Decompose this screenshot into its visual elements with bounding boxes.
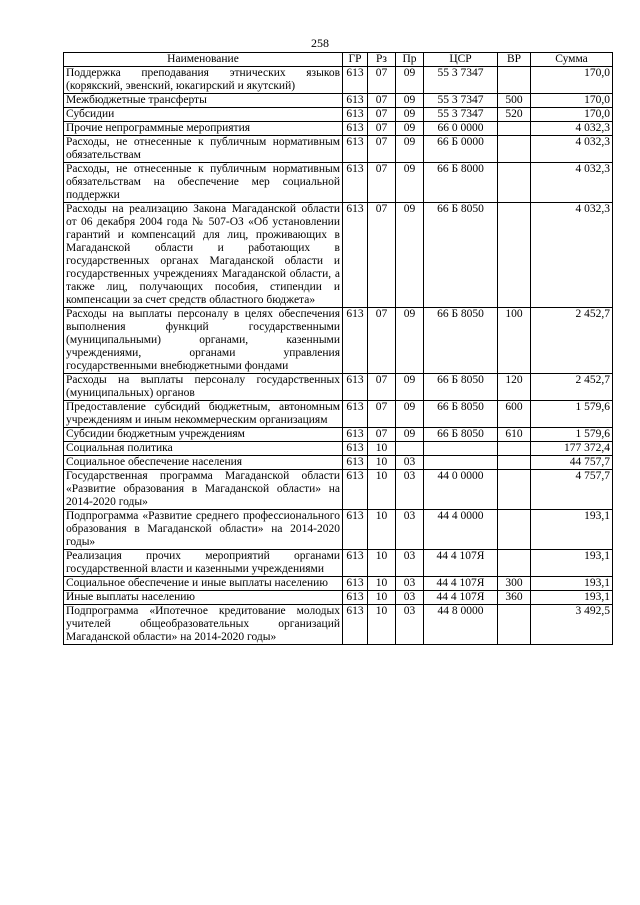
cell-vr bbox=[498, 136, 531, 163]
cell-name: Субсидии bbox=[64, 108, 343, 122]
cell-gr: 613 bbox=[343, 308, 368, 374]
cell-name: Субсидии бюджетным учреждениям bbox=[64, 428, 343, 442]
cell-gr: 613 bbox=[343, 456, 368, 470]
cell-pr: 09 bbox=[396, 428, 424, 442]
cell-gr: 613 bbox=[343, 136, 368, 163]
table-row bbox=[64, 442, 613, 456]
cell-csr: 66 Б 8050 bbox=[424, 374, 498, 401]
cell-vr: 120 bbox=[498, 374, 531, 401]
cell-vr bbox=[498, 442, 531, 456]
cell-rz: 07 bbox=[368, 108, 396, 122]
cell-sum: 2 452,7 bbox=[531, 374, 613, 401]
cell-rz: 07 bbox=[368, 136, 396, 163]
cell-sum: 44 757,7 bbox=[531, 456, 613, 470]
cell-sum: 170,0 bbox=[531, 108, 613, 122]
cell-pr: 09 bbox=[396, 136, 424, 163]
cell-sum: 170,0 bbox=[531, 94, 613, 108]
cell-name: Иные выплаты населению bbox=[64, 591, 343, 605]
cell-csr: 44 0 0000 bbox=[424, 470, 498, 510]
table-row bbox=[64, 456, 613, 470]
cell-name: Расходы на выплаты персоналу в целях обеспечения выполнения функций государственными (муниципальными) органами, казенными учреждениями, органами управления государственными внебюджетными фондами bbox=[64, 308, 343, 374]
cell-pr: 03 bbox=[396, 470, 424, 510]
cell-pr: 09 bbox=[396, 374, 424, 401]
cell-gr: 613 bbox=[343, 605, 368, 645]
cell-pr: 03 bbox=[396, 577, 424, 591]
cell-vr: 600 bbox=[498, 401, 531, 428]
cell-sum: 4 757,7 bbox=[531, 470, 613, 510]
cell-gr: 613 bbox=[343, 94, 368, 108]
cell-rz: 07 bbox=[368, 163, 396, 203]
header-pr: Пр bbox=[396, 53, 424, 67]
cell-gr: 613 bbox=[343, 510, 368, 550]
cell-csr: 66 Б 8050 bbox=[424, 401, 498, 428]
table-row bbox=[64, 605, 613, 645]
table-row bbox=[64, 591, 613, 605]
cell-rz: 10 bbox=[368, 550, 396, 577]
table-row bbox=[64, 136, 613, 163]
cell-gr: 613 bbox=[343, 577, 368, 591]
cell-pr: 09 bbox=[396, 94, 424, 108]
header-rz: Рз bbox=[368, 53, 396, 67]
cell-gr: 613 bbox=[343, 163, 368, 203]
cell-name: Социальное обеспечение населения bbox=[64, 456, 343, 470]
cell-pr bbox=[396, 442, 424, 456]
cell-vr bbox=[498, 163, 531, 203]
cell-rz: 07 bbox=[368, 67, 396, 94]
cell-pr: 09 bbox=[396, 108, 424, 122]
table-row bbox=[64, 401, 613, 428]
cell-name: Предоставление субсидий бюджетным, автономным учреждениям и иным некоммерческим организациям bbox=[64, 401, 343, 428]
budget-table bbox=[63, 52, 613, 645]
cell-gr: 613 bbox=[343, 67, 368, 94]
cell-gr: 613 bbox=[343, 203, 368, 308]
cell-gr: 613 bbox=[343, 550, 368, 577]
cell-rz: 10 bbox=[368, 442, 396, 456]
cell-gr: 613 bbox=[343, 401, 368, 428]
cell-vr: 300 bbox=[498, 577, 531, 591]
cell-csr: 66 Б 8050 bbox=[424, 308, 498, 374]
cell-pr: 03 bbox=[396, 456, 424, 470]
cell-vr bbox=[498, 470, 531, 510]
cell-rz: 10 bbox=[368, 456, 396, 470]
cell-rz: 10 bbox=[368, 510, 396, 550]
cell-sum: 2 452,7 bbox=[531, 308, 613, 374]
table-row bbox=[64, 94, 613, 108]
cell-csr: 44 4 107Я bbox=[424, 591, 498, 605]
table-row bbox=[64, 374, 613, 401]
cell-sum: 193,1 bbox=[531, 591, 613, 605]
cell-pr: 03 bbox=[396, 591, 424, 605]
cell-name: Государственная программа Магаданской области «Развитие образования в Магаданской области» на 2014-2020 годы» bbox=[64, 470, 343, 510]
cell-csr: 66 Б 8000 bbox=[424, 163, 498, 203]
cell-gr: 613 bbox=[343, 108, 368, 122]
cell-sum: 4 032,3 bbox=[531, 203, 613, 308]
table-row bbox=[64, 577, 613, 591]
cell-rz: 07 bbox=[368, 122, 396, 136]
header-gr: ГР bbox=[343, 53, 368, 67]
cell-sum: 170,0 bbox=[531, 67, 613, 94]
cell-name: Расходы на выплаты персоналу государственных (муниципальных) органов bbox=[64, 374, 343, 401]
cell-pr: 09 bbox=[396, 122, 424, 136]
cell-gr: 613 bbox=[343, 442, 368, 456]
cell-csr: 66 0 0000 bbox=[424, 122, 498, 136]
cell-vr: 500 bbox=[498, 94, 531, 108]
cell-vr: 360 bbox=[498, 591, 531, 605]
cell-rz: 07 bbox=[368, 203, 396, 308]
cell-rz: 10 bbox=[368, 591, 396, 605]
cell-sum: 177 372,4 bbox=[531, 442, 613, 456]
header-csr: ЦСР bbox=[424, 53, 498, 67]
cell-sum: 4 032,3 bbox=[531, 122, 613, 136]
cell-vr: 610 bbox=[498, 428, 531, 442]
cell-gr: 613 bbox=[343, 122, 368, 136]
cell-csr: 44 4 107Я bbox=[424, 550, 498, 577]
cell-sum: 193,1 bbox=[531, 577, 613, 591]
cell-csr: 55 3 7347 bbox=[424, 67, 498, 94]
cell-sum: 4 032,3 bbox=[531, 136, 613, 163]
cell-pr: 09 bbox=[396, 308, 424, 374]
cell-csr: 55 3 7347 bbox=[424, 94, 498, 108]
table-row bbox=[64, 203, 613, 308]
table-row bbox=[64, 308, 613, 374]
page-number: 258 bbox=[311, 36, 329, 50]
header-name: Наименование bbox=[64, 53, 343, 67]
cell-rz: 07 bbox=[368, 94, 396, 108]
cell-sum: 193,1 bbox=[531, 550, 613, 577]
cell-vr: 100 bbox=[498, 308, 531, 374]
cell-rz: 07 bbox=[368, 401, 396, 428]
cell-csr: 66 Б 8050 bbox=[424, 203, 498, 308]
cell-pr: 03 bbox=[396, 605, 424, 645]
cell-csr: 44 8 0000 bbox=[424, 605, 498, 645]
header-vr: ВР bbox=[498, 53, 531, 67]
cell-sum: 3 492,5 bbox=[531, 605, 613, 645]
cell-name: Прочие непрограммные мероприятия bbox=[64, 122, 343, 136]
cell-name: Расходы на реализацию Закона Магаданской области от 06 декабря 2004 года № 507-ОЗ «Об установлении гарантий и компенсаций для лиц, проживающих в Магаданской области и работающих в государственных органах Магаданской области и государственных учреждениях Магаданской области, а также лиц, получающих пособия, стипендии и компенсации за счет средств областного бюджета» bbox=[64, 203, 343, 308]
table-row bbox=[64, 122, 613, 136]
cell-gr: 613 bbox=[343, 374, 368, 401]
table-row bbox=[64, 108, 613, 122]
cell-sum: 1 579,6 bbox=[531, 428, 613, 442]
cell-name: Социальная политика bbox=[64, 442, 343, 456]
table-row bbox=[64, 163, 613, 203]
cell-csr: 44 4 107Я bbox=[424, 577, 498, 591]
cell-pr: 09 bbox=[396, 401, 424, 428]
cell-csr: 66 Б 8050 bbox=[424, 428, 498, 442]
cell-csr: 44 4 0000 bbox=[424, 510, 498, 550]
table-row bbox=[64, 550, 613, 577]
cell-vr bbox=[498, 456, 531, 470]
cell-vr bbox=[498, 67, 531, 94]
cell-csr: 55 3 7347 bbox=[424, 108, 498, 122]
cell-rz: 10 bbox=[368, 605, 396, 645]
cell-rz: 07 bbox=[368, 308, 396, 374]
cell-name: Поддержка преподавания этнических языков (корякский, эвенский, юкагирский и якутский) bbox=[64, 67, 343, 94]
cell-csr bbox=[424, 442, 498, 456]
cell-rz: 10 bbox=[368, 577, 396, 591]
cell-gr: 613 bbox=[343, 591, 368, 605]
table-row bbox=[64, 510, 613, 550]
cell-sum: 1 579,6 bbox=[531, 401, 613, 428]
cell-csr: 66 Б 0000 bbox=[424, 136, 498, 163]
cell-vr bbox=[498, 510, 531, 550]
cell-vr: 520 bbox=[498, 108, 531, 122]
cell-vr bbox=[498, 605, 531, 645]
cell-csr bbox=[424, 456, 498, 470]
cell-sum: 4 032,3 bbox=[531, 163, 613, 203]
cell-pr: 09 bbox=[396, 203, 424, 308]
table-row bbox=[64, 428, 613, 442]
cell-pr: 09 bbox=[396, 67, 424, 94]
table-header-row bbox=[64, 53, 613, 67]
cell-sum: 193,1 bbox=[531, 510, 613, 550]
cell-gr: 613 bbox=[343, 470, 368, 510]
cell-rz: 07 bbox=[368, 374, 396, 401]
cell-pr: 03 bbox=[396, 510, 424, 550]
cell-name: Реализация прочих мероприятий органами государственной власти и казенными учреждениями bbox=[64, 550, 343, 577]
cell-rz: 10 bbox=[368, 470, 396, 510]
cell-vr bbox=[498, 203, 531, 308]
cell-name: Межбюджетные трансферты bbox=[64, 94, 343, 108]
cell-name: Расходы, не отнесенные к публичным нормативным обязательствам на обеспечение мер социальной поддержки bbox=[64, 163, 343, 203]
cell-name: Подпрограмма «Ипотечное кредитование молодых учителей общеобразовательных организаций Магаданской области» на 2014-2020 годы» bbox=[64, 605, 343, 645]
header-sum: Сумма bbox=[531, 53, 613, 67]
cell-vr bbox=[498, 122, 531, 136]
cell-name: Расходы, не отнесенные к публичным нормативным обязательствам bbox=[64, 136, 343, 163]
cell-pr: 09 bbox=[396, 163, 424, 203]
cell-gr: 613 bbox=[343, 428, 368, 442]
cell-rz: 07 bbox=[368, 428, 396, 442]
cell-name: Социальное обеспечение и иные выплаты населению bbox=[64, 577, 343, 591]
table-row bbox=[64, 67, 613, 94]
cell-name: Подпрограмма «Развитие среднего профессионального образования в Магаданской области» на 2014-2020 годы» bbox=[64, 510, 343, 550]
cell-vr bbox=[498, 550, 531, 577]
cell-pr: 03 bbox=[396, 550, 424, 577]
table-row bbox=[64, 470, 613, 510]
